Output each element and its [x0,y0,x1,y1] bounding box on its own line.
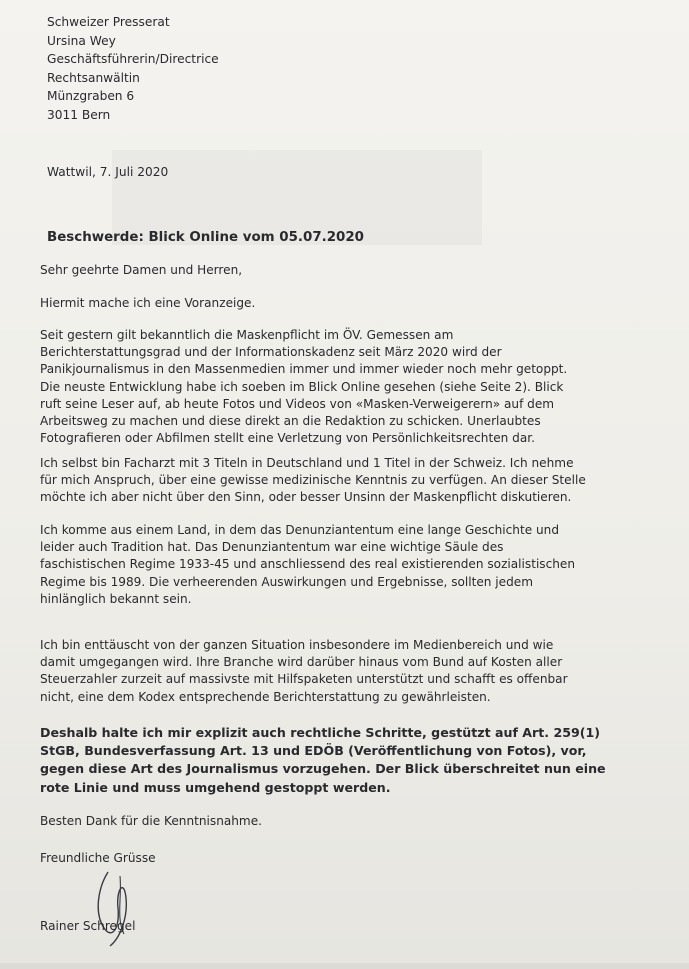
address-line: Schweizer Presserat [47,15,170,29]
text-line: StGB, Bundesverfassung Art. 13 und EDÖB (Veröffentlichung von Fotos), vor, [40,743,587,759]
text-line: Regime bis 1989. Die verheerenden Auswirkungen und Ergebnisse, sollten jedem [40,574,534,589]
text-line: gegen diese Art des Journalismus vorzugehen. Der Blick überschreitet nun eine [40,761,606,777]
thanks-line: Besten Dank für die Kenntnisnahme. [40,814,262,828]
text-line: leider auch Tradition hat. Das Denunziantentum war eine wichtige Säule des [40,540,504,555]
text-line: Die neuste Entwicklung habe ich soeben im Blick Online gesehen (siehe Seite 2). Blick [40,379,564,394]
text-line: faschistischen Regime 1933-45 und anschliessend des real existierenden sozialistischen [40,557,576,572]
paragraph-denunciation [40,522,575,608]
paragraph-mask-obligation [40,327,567,447]
intro-sentence: Hiermit mache ich eine Voranzeige. [40,296,256,310]
text-line: Ich selbst bin Facharzt mit 3 Titeln in Deutschland und 1 Titel in der Schweiz. Ich nehme [40,456,574,470]
text-line: damit umgegangen wird. Ihre Branche wird darüber hinaus vom Bund auf Kosten aller [40,655,563,670]
paragraph-legal-steps [40,724,606,797]
text-line: Arbeitsweg zu machen und diese direkt an die Redaktion zu schicken. Unerlaubtes [40,414,541,429]
subject-line: Beschwerde: Blick Online vom 05.07.2020 [47,230,364,245]
text-line: Fotografieren oder Abfilmen stellt eine Verletzung von Persönlichkeitsrechten dar. [40,431,535,446]
text-line: Panikjournalismus in den Massenmedien immer und immer wieder noch mehr getoppt. [40,362,568,377]
text-line: Deshalb halte ich mir explizit auch rechtliche Schritte, gestützt auf Art. 259(1) [40,725,601,740]
text-line: Berichterstattungsgrad und der Informationskadenz seit März 2020 wird der [40,345,502,360]
text-line: rote Linie und muss umgehend gestoppt werden. [40,779,391,795]
salutation: Sehr geehrte Damen und Herren, [40,263,243,277]
page-bottom-edge [0,963,689,969]
address-line: 3011 Bern [47,107,111,122]
address-line: Münzgraben 6 [47,89,135,104]
recipient-address [47,13,219,125]
text-line: Ich bin enttäuscht von der ganzen Situation insbesondere im Medienbereich und wie [40,638,554,652]
text-line: ruft seine Leser auf, ab heute Fotos und Videos von «Masken-Verweigerern» auf dem [40,396,555,411]
paragraph-media [40,637,568,706]
address-line: Rechtsanwältin [47,70,140,85]
text-line: für mich Anspruch, über eine gewisse medizinische Kenntnis zu verfügen. An dieser Stelle [40,473,586,488]
text-line: Steuerzahler zurzeit auf massivste mit Hilfspaketen unterstützt und schafft es offenbar [40,672,568,687]
text-line: Ich komme aus einem Land, in dem das Denunziantentum eine lange Geschichte und [40,523,560,537]
place-date: Wattwil, 7. Juli 2020 [47,165,169,179]
paragraph-physician [40,455,586,507]
text-line: hinlänglich bekannt sein. [40,591,192,606]
closing-greeting: Freundliche Grüsse [40,851,156,865]
address-line: Geschäftsführerin/Directrice [47,52,219,67]
text-line: Seit gestern gilt bekanntlich die Maskenpflicht im ÖV. Gemessen am [40,328,454,342]
text-line: nicht, eine dem Kodex entsprechende Berichterstattung zu gewährleisten. [40,689,491,704]
signer-name: Rainer Schregel [40,919,136,933]
address-line: Ursina Wey [47,33,116,48]
handwritten-signature [90,868,140,948]
text-line: möchte ich aber nicht über den Sinn, oder besser Unsinn der Maskenpflicht diskutieren. [40,490,572,505]
